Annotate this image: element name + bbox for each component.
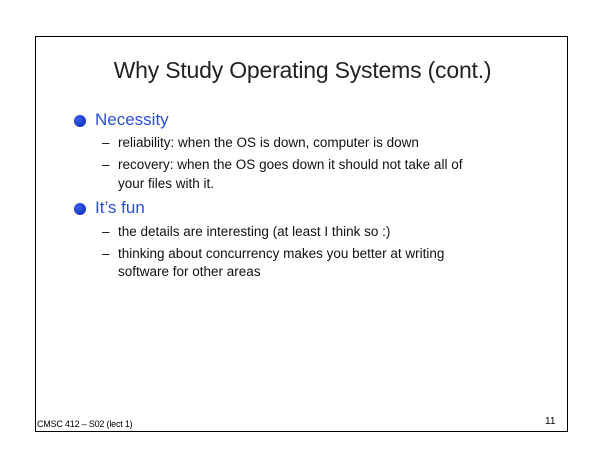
sub-item-concurrency-cont: software for other areas [118, 264, 261, 279]
bullet-icon [74, 115, 86, 127]
dash-icon: – [102, 135, 110, 150]
slide-title: Why Study Operating Systems (cont.) [113, 57, 492, 83]
sub-item-concurrency: thinking about concurrency makes you better at writing [118, 246, 445, 261]
bullet-label-its-fun: It’s fun [95, 198, 145, 217]
sub-item-details: the details are interesting (at least I think so :) [118, 224, 391, 239]
dash-icon: – [102, 157, 110, 172]
slide-footer: CMSC 412 – S02 (lect 1) [37, 419, 133, 429]
bullet-icon [74, 203, 86, 215]
dash-icon: – [102, 224, 110, 239]
sub-item-reliability: reliability: when the OS is down, computer is down [118, 135, 419, 150]
bullet-label-necessity: Necessity [95, 110, 169, 129]
sub-item-recovery: recovery: when the OS goes down it should not take all of [118, 157, 463, 172]
page-number: 11 [545, 416, 556, 427]
dash-icon: – [102, 246, 110, 261]
sub-item-recovery-cont: your files with it. [118, 176, 215, 191]
